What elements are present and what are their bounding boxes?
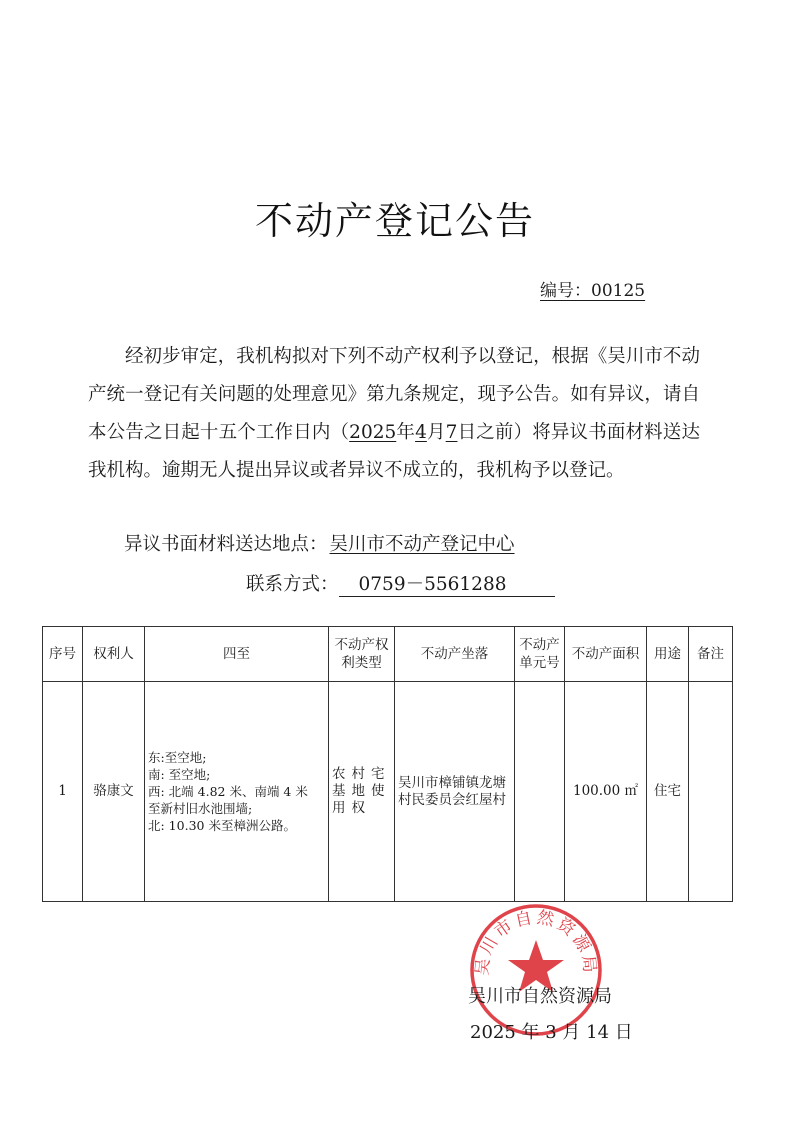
cell-unit-no <box>515 682 565 902</box>
page-title: 不动产登记公告 <box>254 199 535 243</box>
cell-holder: 骆康文 <box>83 682 145 902</box>
deadline-month-unit: 月 <box>426 422 446 443</box>
document-number-label: 编号： <box>540 281 591 301</box>
notice-text-part1: 经初步审定，我机构拟对下列不动产权利予以登记，根据《吴川市不动产统一登记有关问题的处理意见》第九条规定，现予公告。如有异议，请自本公告之日起十五个工作日内（ <box>88 346 700 443</box>
cell-location: 吴川市樟铺镇龙塘村民委员会红屋村 <box>395 682 515 902</box>
registration-table <box>42 626 733 902</box>
cell-right-type: 农村宅基地使用权 <box>329 682 395 902</box>
header-bounds: 四至 <box>145 627 329 682</box>
header-remark: 备注 <box>689 627 733 682</box>
header-area: 不动产面积 <box>565 627 647 682</box>
address-label: 异议书面材料送达地点： <box>124 534 328 555</box>
header-no: 序号 <box>43 627 83 682</box>
objection-address <box>124 530 515 556</box>
contact-value: 0759－5561288 <box>339 574 555 597</box>
header-holder: 权利人 <box>83 627 145 682</box>
notice-text-part2: 日之前）将异议书面材料送达我机构。逾期无人提出异议或者异议不成立的，我机构予以登记。 <box>88 422 700 481</box>
document-number <box>540 276 645 301</box>
deadline-year: 2025 <box>349 422 397 443</box>
deadline-day: 7 <box>445 422 458 443</box>
deadline-year-unit: 年 <box>396 422 416 443</box>
header-unit-no: 不动产单元号 <box>515 627 565 682</box>
table-header-row <box>43 627 733 682</box>
notice-paragraph <box>88 338 700 490</box>
issue-date: 2025 年 3 月 14 日 <box>470 1022 633 1043</box>
svg-text:吴川市自然资源局: 吴川市自然资源局 <box>472 907 600 977</box>
issuing-organization: 吴川市自然资源局 <box>468 986 612 1007</box>
bounds-west-cont: 至新村旧水池围墙; <box>148 801 253 816</box>
header-use: 用途 <box>647 627 689 682</box>
header-location: 不动产坐落 <box>395 627 515 682</box>
cell-use: 住宅 <box>647 682 689 902</box>
cell-area: 100.00 ㎡ <box>565 682 647 902</box>
cell-bounds <box>145 682 329 902</box>
bounds-east: 东:至空地; <box>148 750 207 765</box>
deadline-month: 4 <box>415 422 427 443</box>
cell-remark <box>689 682 733 902</box>
header-right-type: 不动产权利类型 <box>329 627 395 682</box>
address-value: 吴川市不动产登记中心 <box>329 534 515 555</box>
contact-label: 联系方式： <box>246 574 339 595</box>
bounds-north: 北: 10.30 米至樟洲公路。 <box>148 818 296 833</box>
cell-no: 1 <box>43 682 83 902</box>
document-number-value: 00125 <box>591 281 646 301</box>
bounds-west: 西: 北端 4.82 米、南端 4 米 <box>148 784 308 799</box>
bounds-south: 南: 至空地; <box>148 767 211 782</box>
table-row <box>43 682 733 902</box>
contact-info <box>246 570 555 597</box>
